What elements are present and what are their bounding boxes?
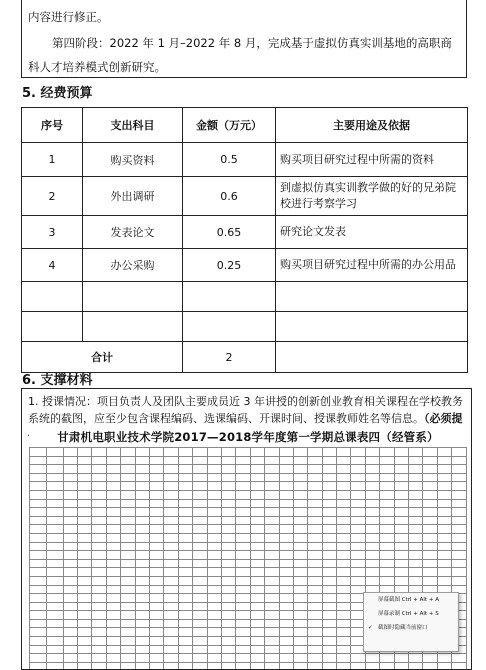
support-box <box>21 388 472 670</box>
table-row <box>22 216 468 249</box>
total-row <box>22 342 468 373</box>
table-row <box>22 249 468 282</box>
cell-item: 外出调研 <box>83 177 183 216</box>
phase4-paragraph: 第四阶段：2022 年 1 月–2022 年 8 月，完成基于虚拟仿真实训基地的高职商科人才培养模式创新研究。 <box>28 36 452 74</box>
menu-item-screenshot[interactable]: 屏幕截图 Ctrl + Alt + A <box>378 597 439 603</box>
cell-amount: 0.65 <box>183 216 276 249</box>
budget-heading: 5. 经费预算 <box>22 86 93 101</box>
cell-purpose: 研究论文发表 <box>276 216 468 249</box>
cell-purpose: 购买项目研究过程中所需的办公用品 <box>276 249 468 282</box>
cell-amount: 0.6 <box>183 177 276 216</box>
cell-no: 4 <box>22 249 83 282</box>
cell-no: 1 <box>22 143 83 177</box>
cell-amount: 0.5 <box>183 143 276 177</box>
menu-item-record[interactable]: 屏幕录制 Ctrl + Alt + S <box>378 611 439 617</box>
cell-purpose: 购买项目研究过程中所需的资料 <box>276 143 468 177</box>
cell-item: 发表论文 <box>83 216 183 249</box>
table-header-row <box>22 108 468 143</box>
budget-table <box>21 107 468 373</box>
schedule-screenshot <box>29 429 467 669</box>
header-no: 序号 <box>22 108 83 143</box>
table-row-empty <box>22 312 468 342</box>
schedule-title: 甘肃机电职业技术学院2017—2018学年度第一学期总课表四（经管系） <box>57 430 439 444</box>
cell-no: 3 <box>22 216 83 249</box>
desc-text: 1. 授课情况：项目负责人及团队主要成员近 3 年讲授的创新创业教育相关课程在学校教务系统的截图，应至少包含课程编码、选课编码、开课时间、授课教师姓名等信息。 <box>28 395 463 425</box>
text-line: 内容进行修正。 <box>28 10 109 24</box>
support-heading: 6. 支撑材料 <box>22 373 93 388</box>
table-row-empty <box>22 282 468 312</box>
total-value: 2 <box>183 342 276 373</box>
desc-required: （必须提 <box>424 412 463 425</box>
content-box <box>21 0 467 78</box>
cell-purpose: 到虚拟仿真实训教学做的好的兄弟院校进行考察学习 <box>276 177 468 216</box>
header-purpose: 主要用途及依据 <box>276 108 468 143</box>
table-row <box>22 143 468 177</box>
header-amount: 金额（万元） <box>183 108 276 143</box>
total-label: 合计 <box>22 342 183 373</box>
cell-item: 购买资料 <box>83 143 183 177</box>
header-item: 支出科目 <box>83 108 183 143</box>
context-menu <box>363 592 459 652</box>
cell-item: 办公采购 <box>83 249 183 282</box>
table-row <box>22 177 468 216</box>
menu-item-hide-window[interactable]: ✓ 截图时隐藏当前窗口 <box>364 621 458 635</box>
check-icon: ✓ <box>368 625 373 631</box>
cell-amount: 0.25 <box>183 249 276 282</box>
cell-no: 2 <box>22 177 83 216</box>
